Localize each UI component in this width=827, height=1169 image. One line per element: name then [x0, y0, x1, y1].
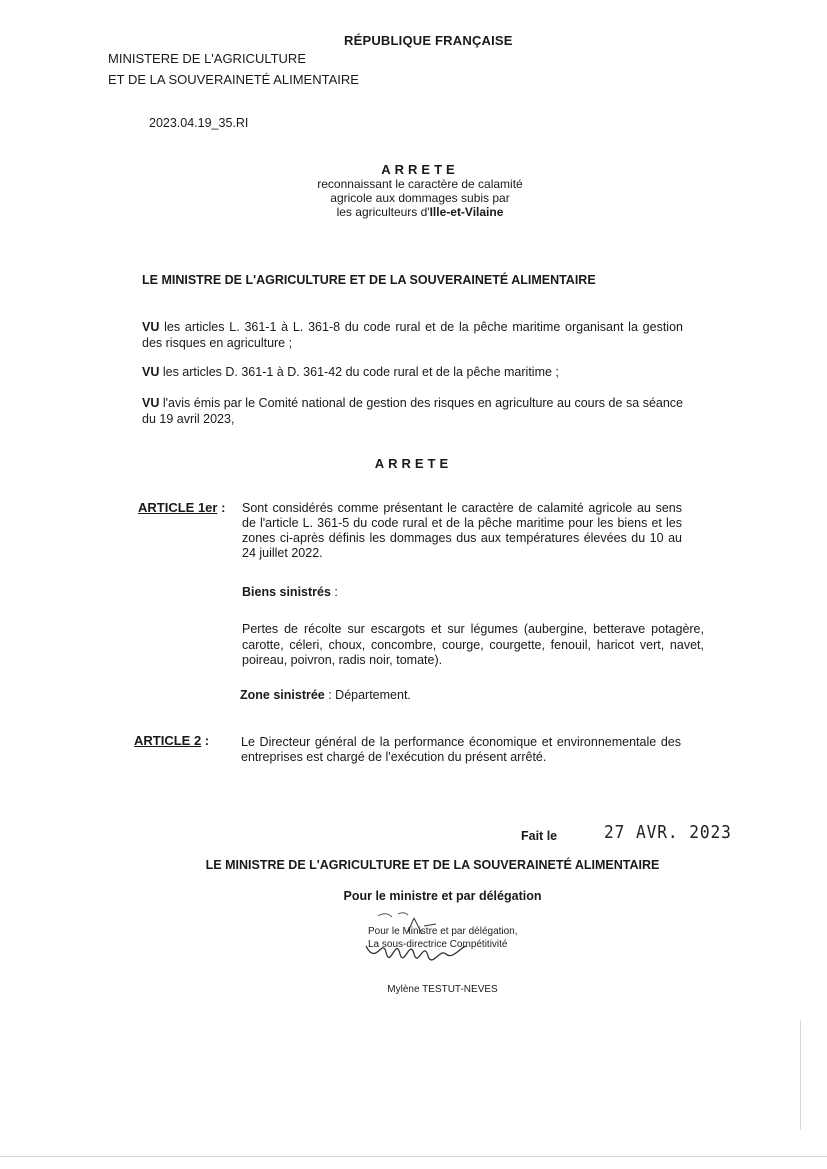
vu-text: l'avis émis par le Comité national de gestion des risques en agriculture au cours de sa séance du 19 avril 2023, — [142, 396, 683, 426]
vu-label: VU — [142, 396, 160, 410]
ministry-line-2: ET DE LA SOUVERAINETÉ ALIMENTAIRE — [108, 72, 359, 87]
title-block — [300, 162, 540, 219]
scan-edge-bottom — [0, 1156, 827, 1157]
document-subtitle — [300, 177, 540, 219]
article-2-label — [134, 733, 209, 748]
article-1-label-text: ARTICLE 1er — [138, 500, 218, 515]
vu-text: les articles L. 361-1 à L. 361-8 du code rural et de la pêche maritime organisant la gestion des risques en agriculture ; — [142, 320, 683, 350]
article-1-colon: : — [217, 500, 226, 515]
document-title: ARRETE — [381, 162, 459, 177]
zone-sinistree — [240, 688, 411, 702]
article-1-body: Sont considérés comme présentant le caractère de calamité agricole au sens de l'article L. 361-5 du code rural et de la pêche maritime pour les biens et les zones ci-après définis les dommages dus aux températures élevées du 10 au 24 juillet 2022. — [242, 501, 682, 560]
date-stamp: 27 AVR. 2023 — [604, 822, 732, 843]
subtitle-line-1: reconnaissant le caractère de calamité — [317, 177, 523, 191]
article-1-label — [138, 500, 225, 515]
minister-heading: LE MINISTRE DE L'AGRICULTURE ET DE LA SOUVERAINETÉ ALIMENTAIRE — [142, 273, 596, 287]
stamp-line-1: Pour le Ministre et par délégation, — [368, 926, 518, 937]
biens-colon: : — [330, 585, 338, 599]
article-2-body: Le Directeur général de la performance économique et environnementale des entreprises est chargé de l'exécution du présent arrêté. — [241, 735, 681, 764]
article-2-label-text: ARTICLE 2 — [134, 733, 202, 748]
biens-label: Biens sinistrés — [242, 585, 331, 599]
ministry-line-1: MINISTERE DE L'AGRICULTURE — [108, 51, 306, 66]
biens-sinistres-text: Pertes de récolte sur escargots et sur légumes (aubergine, betterave potagère, carotte, céleri, choux, concombre, courge, courgette, fenouil, haricot vert, navet, poireau, poivron, radis noir, tomate). — [242, 622, 704, 667]
subtitle-line-3-prefix: les agriculteurs d' — [336, 205, 430, 219]
subtitle-line-3 — [300, 205, 540, 219]
subtitle-region: Ille-et-Vilaine — [429, 205, 504, 219]
vu-paragraph-1 — [142, 319, 683, 351]
decree-heading: ARRETE — [374, 456, 453, 471]
vu-paragraph-2 — [142, 364, 683, 380]
signature-minister: LE MINISTRE DE L'AGRICULTURE ET DE LA SOUVERAINETÉ ALIMENTAIRE — [205, 858, 660, 872]
document-reference: 2023.04.19_35.RI — [149, 116, 249, 130]
delegation-line: Pour le ministre et par délégation — [343, 889, 542, 903]
delegation-stamp — [368, 925, 518, 951]
stamp-line-2: La sous-directrice Compétitivité — [368, 939, 508, 950]
vu-label: VU — [142, 365, 160, 379]
zone-text: : Département. — [324, 688, 411, 702]
vu-paragraph-3 — [142, 395, 683, 427]
vu-label: VU — [142, 320, 160, 334]
biens-sinistres-heading — [242, 585, 338, 599]
ministry-header — [108, 48, 359, 90]
republique-header: RÉPUBLIQUE FRANÇAISE — [344, 33, 513, 48]
zone-label: Zone sinistrée — [240, 688, 325, 702]
article-2-colon: : — [201, 733, 210, 748]
vu-text: les articles D. 361-1 à D. 361-42 du code rural et de la pêche maritime ; — [159, 365, 559, 379]
signer-name: Mylène TESTUT-NEVES — [387, 984, 498, 995]
scan-edge-right — [800, 1020, 801, 1130]
fait-le-label: Fait le — [521, 829, 558, 843]
subtitle-line-2: agricole aux dommages subis par — [330, 191, 510, 205]
